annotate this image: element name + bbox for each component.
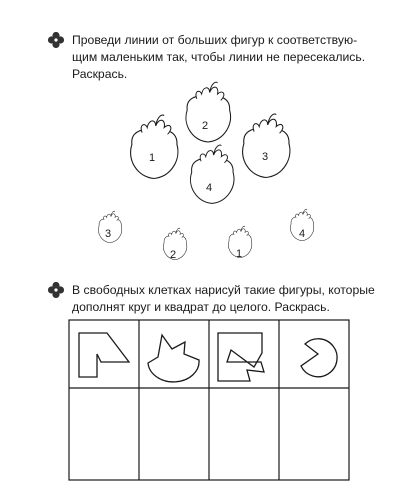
big-berry-number: 2 [201,120,209,132]
big-berry [191,145,234,203]
big-berry [131,115,178,178]
incomplete-square-shape [218,333,264,381]
incomplete-circle-shape [301,339,337,377]
big-berry-number: 1 [148,152,156,164]
big-berry [186,82,231,142]
task-2-instruction [72,282,392,316]
incomplete-circle-shape [148,335,199,382]
task-2-line: В свободных клетках нарисуй такие фигуры, которые [72,283,375,297]
task-1-line: Проведи линии от больших фигур к соответствую- [72,33,358,47]
incomplete-square-shape [79,333,129,377]
task-1-instruction [72,32,392,83]
big-berry [243,114,290,177]
big-berry-number: 4 [205,182,213,194]
clover-flower-icon [48,282,64,298]
small-berry-number: 1 [235,248,243,260]
small-berry-number: 3 [104,228,112,240]
task-1-line: щим маленьким так, чтобы линии не пересекались. [72,50,366,64]
small-berry-number: 4 [298,228,306,240]
task-2-line: дополнят круг и квадрат до целого. Раскрась. [72,300,330,314]
small-berry-number: 2 [169,249,177,261]
clover-flower-icon [48,32,64,48]
task-1-line: Раскрась. [72,67,128,81]
big-berry-number: 3 [261,151,269,163]
